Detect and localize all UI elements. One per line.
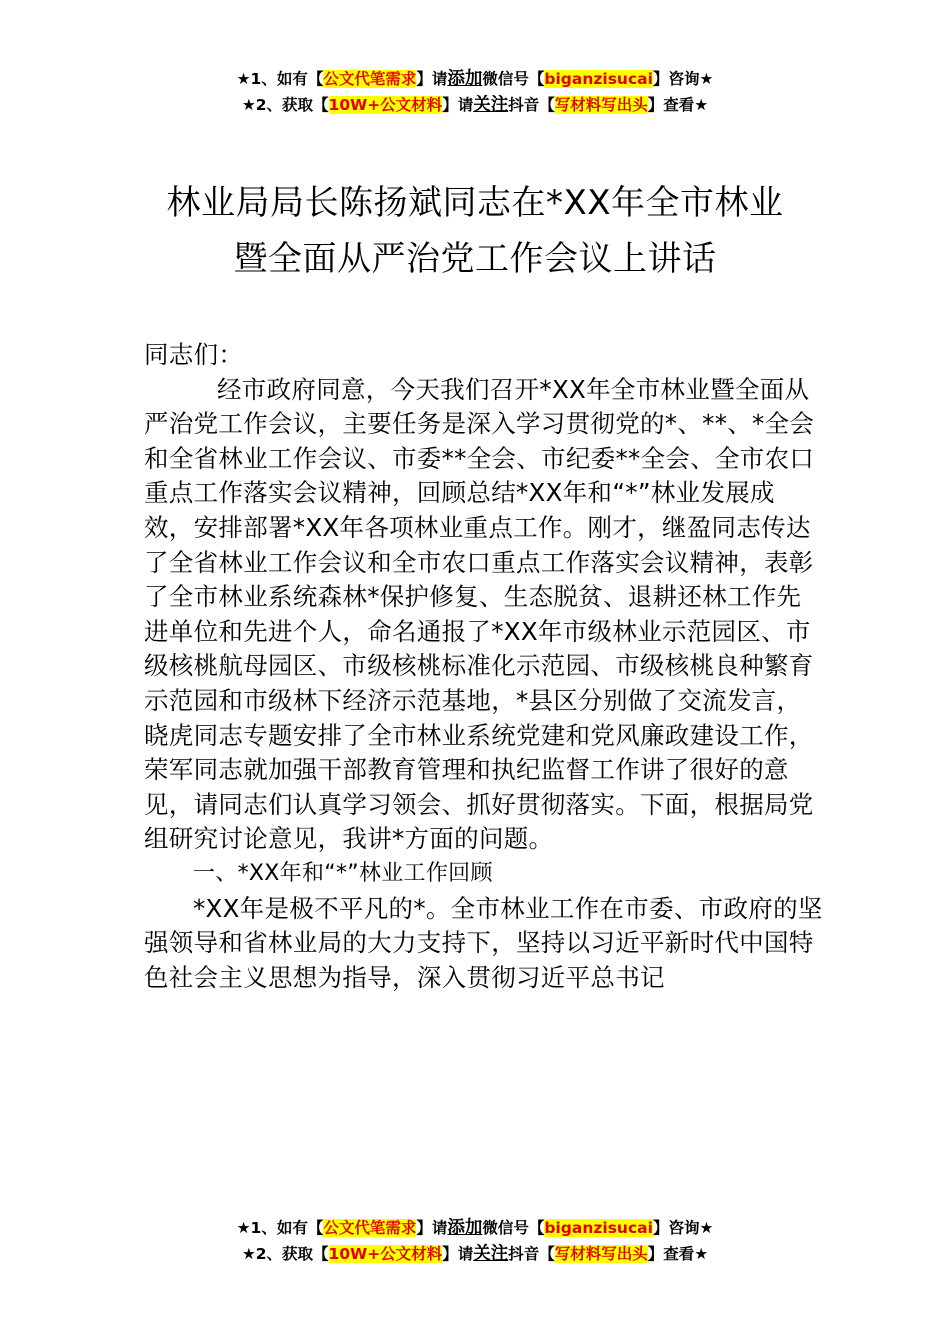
- document-title: [100, 175, 850, 287]
- footer-line-2-mid2: 抖音【: [508, 1245, 555, 1263]
- banner-line-2-prefix: ★2、获取【: [241, 96, 329, 114]
- footer-line-1-emphasis: 添加: [447, 1218, 483, 1238]
- footer-line-1-mid: 】请: [416, 1219, 448, 1237]
- banner-line-1-suffix: 】咨询★: [652, 70, 714, 88]
- footer-line-2-mid: 】请: [442, 1245, 474, 1263]
- greeting: 同志们：: [144, 340, 244, 369]
- banner-line-2-suffix: 】查看★: [647, 96, 709, 114]
- banner-line-1-prefix: ★1、如有【: [236, 70, 324, 88]
- title-line-2: 暨全面从严治党工作会议上讲话: [233, 239, 717, 279]
- banner-line-2: [0, 92, 950, 118]
- header-banner: [0, 66, 950, 118]
- footer-line-2-highlight-materials: 10W+公文材料: [328, 1245, 443, 1263]
- document-body: [144, 338, 824, 995]
- footer-line-1-prefix: ★1、如有【: [236, 1219, 324, 1237]
- footer-line-1-mid2: 微信号【: [482, 1219, 545, 1237]
- banner-line-2-highlight-materials: 10W+公文材料: [328, 96, 443, 114]
- footer-banner: [0, 1215, 950, 1267]
- footer-line-1-highlight-wechat: biganzisucai: [544, 1219, 653, 1237]
- footer-line-2-prefix: ★2、获取【: [241, 1245, 329, 1263]
- banner-line-1-highlight-service: 公文代笔需求: [323, 70, 417, 88]
- paragraph-opening: 经市政府同意，今天我们召开*XX年全市林业暨全面从严治党工作会议，主要任务是深入学习贯彻党的*、**、*全会和全省林业工作会议、市委**全会、市纪委**全会、全市农口重点工作落实会议精神，回顾总结*XX年和“*”林业发展成效，安排部署*XX年各项林业重点工作。刚才，继盈同志传达了全省林业工作会议和全市农口重点工作落实会议精神，表彰了全市林业系统森林*保护修复、生态脱贫、退耕还林工作先进单位和先进个人，命名通报了*XX年市级林业示范园区、市级核桃航母园区、市级核桃标准化示范园、市级核桃良种繁育示范园和市级林下经济示范基地，*县区分别做了交流发言，晓虎同志专题安排了全市林业系统党建和党风廉政建设工作，荣军同志就加强干部教育管理和执纪监督工作讲了很好的意见，请同志们认真学习领会、抓好贯彻落实。下面，根据局党组研究讨论意见，我讲*方面的问题。: [144, 374, 815, 854]
- banner-line-2-mid2: 抖音【: [508, 96, 555, 114]
- banner-line-1-emphasis: 添加: [447, 69, 483, 89]
- footer-line-1: [0, 1215, 950, 1241]
- banner-line-2-mid: 】请: [442, 96, 474, 114]
- banner-line-1: [0, 66, 950, 92]
- footer-line-1-highlight-service: 公文代笔需求: [323, 1219, 417, 1237]
- footer-line-2-emphasis: 关注: [473, 1244, 509, 1264]
- footer-line-2-suffix: 】查看★: [647, 1245, 709, 1263]
- banner-line-1-mid: 】请: [416, 70, 448, 88]
- banner-line-1-mid2: 微信号【: [482, 70, 545, 88]
- footer-line-2: [0, 1241, 950, 1267]
- banner-line-2-emphasis: 关注: [473, 95, 509, 115]
- footer-line-1-suffix: 】咨询★: [652, 1219, 714, 1237]
- section-heading-1: 一、*XX年和“*”林业工作回顾: [193, 860, 493, 886]
- footer-line-2-highlight-douyin: 写材料写出头: [554, 1245, 648, 1263]
- banner-line-1-highlight-wechat: biganzisucai: [544, 70, 653, 88]
- title-line-1: 林业局局长陈扬斌同志在*XX年全市林业: [166, 183, 784, 223]
- banner-line-2-highlight-douyin: 写材料写出头: [554, 96, 648, 114]
- paragraph-review: *XX年是极不平凡的*。全市林业工作在市委、市政府的坚强领导和省林业局的大力支持下，坚持以习近平新时代中国特色社会主义思想为指导，深入贯彻习近平总书记: [144, 893, 823, 992]
